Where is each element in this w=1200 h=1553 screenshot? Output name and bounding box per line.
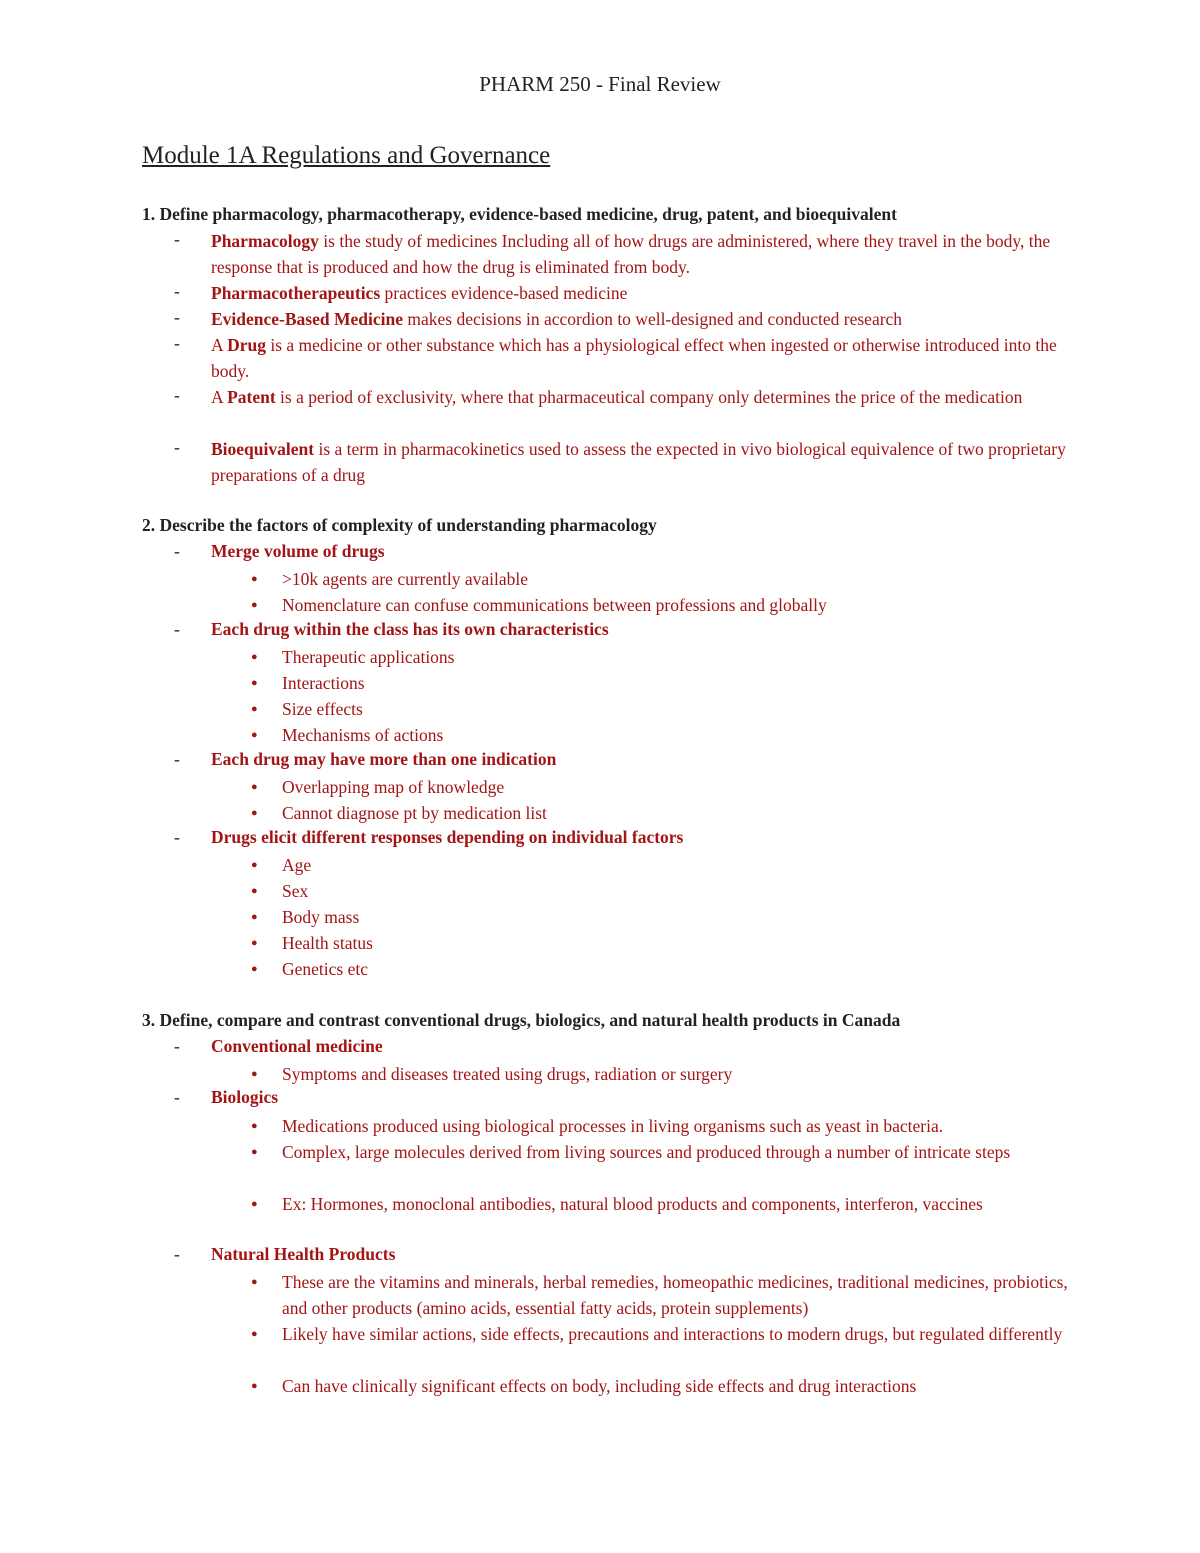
- bullet-item: Cannot diagnose pt by medication list: [282, 803, 547, 823]
- dash-marker: -: [174, 333, 180, 353]
- factor-heading: Each drug within the class has its own characteristics: [211, 619, 609, 639]
- bullet-item: Sex: [282, 881, 309, 901]
- bullet-marker: ●: [251, 703, 258, 715]
- bullet-item: Nomenclature can confuse communications between professions and globally: [282, 595, 827, 615]
- dash-marker: -: [174, 1244, 180, 1264]
- bullet-marker: ●: [251, 911, 258, 923]
- bullet-item: Health status: [282, 933, 373, 953]
- definition-item: A Drug is a medicine or other substance which has a physiological effect when ingested or otherwise introduced into the body.: [211, 335, 1057, 381]
- definition-item: Bioequivalent is a term in pharmacokinetics used to assess the expected in vivo biological equivalence of two proprietary preparations of a drug: [211, 439, 1066, 485]
- definition-term: Pharmacology: [211, 231, 319, 251]
- document-title: PHARM 250 - Final Review: [479, 72, 721, 96]
- bullet-marker: ●: [251, 651, 258, 663]
- bullet-item: Genetics etc: [282, 959, 368, 979]
- definition-item: A Patent is a period of exclusivity, where that pharmaceutical company only determines the price of the medication: [211, 387, 1023, 407]
- bullet-marker: ●: [251, 885, 258, 897]
- dash-marker: -: [174, 385, 180, 405]
- product-category-heading: Biologics: [211, 1087, 279, 1107]
- bullet-marker: ●: [251, 677, 258, 689]
- bullet-item: Interactions: [282, 673, 365, 693]
- bullet-item: Symptoms and diseases treated using drugs, radiation or surgery: [282, 1064, 733, 1084]
- definition-item: Pharmacotherapeutics practices evidence-based medicine: [211, 283, 628, 303]
- dash-marker: -: [174, 1036, 180, 1056]
- bullet-item: These are the vitamins and minerals, herbal remedies, homeopathic medicines, traditional medicines, probiotics, and other products (amino acids, essential fatty acids, protein supplements): [282, 1272, 1068, 1318]
- dash-marker: -: [174, 541, 180, 561]
- bullet-item: Age: [282, 855, 312, 875]
- bullet-marker: ●: [251, 781, 258, 793]
- bullet-marker: ●: [251, 1276, 258, 1288]
- module-heading: Module 1A Regulations and Governance: [142, 142, 551, 169]
- bullet-item: Can have clinically significant effects on body, including side effects and drug interactions: [282, 1376, 917, 1396]
- dash-marker: -: [174, 619, 180, 639]
- question-1-heading: 1. Define pharmacology, pharmacotherapy, evidence-based medicine, drug, patent, and bioequivalent: [142, 204, 897, 224]
- question-2-heading: 2. Describe the factors of complexity of understanding pharmacology: [142, 515, 657, 535]
- bullet-item: Complex, large molecules derived from living sources and produced through a number of intricate steps: [282, 1142, 1011, 1162]
- bullet-marker: ●: [251, 963, 258, 975]
- bullet-marker: ●: [251, 1380, 258, 1392]
- bullet-item: Ex: Hormones, monoclonal antibodies, natural blood products and components, interferon, vaccines: [282, 1194, 983, 1214]
- bullet-marker: ●: [251, 807, 258, 819]
- definition-term: Drug: [227, 335, 266, 355]
- dash-marker: -: [174, 229, 180, 249]
- dash-marker: -: [174, 1087, 180, 1107]
- definition-item: Pharmacology is the study of medicines Including all of how drugs are administered, where they travel in the body, the response that is produced and how the drug is eliminated from body.: [211, 231, 1051, 277]
- bullet-marker: ●: [251, 1068, 258, 1080]
- bullet-item: Size effects: [282, 699, 363, 719]
- dash-marker: -: [174, 307, 180, 327]
- bullet-marker: ●: [251, 1198, 258, 1210]
- bullet-marker: ●: [251, 573, 258, 585]
- bullet-marker: ●: [251, 859, 258, 871]
- product-category-heading: Natural Health Products: [211, 1244, 396, 1264]
- bullet-item: Medications produced using biological processes in living organisms such as yeast in bacteria.: [282, 1116, 944, 1136]
- factor-heading: Each drug may have more than one indication: [211, 749, 557, 769]
- factor-heading: Merge volume of drugs: [211, 541, 385, 561]
- dash-marker: -: [174, 827, 180, 847]
- dash-marker: -: [174, 749, 180, 769]
- bullet-marker: ●: [251, 599, 258, 611]
- bullet-item: Overlapping map of knowledge: [282, 777, 505, 797]
- bullet-marker: ●: [251, 1146, 258, 1158]
- definition-term: Patent: [227, 387, 276, 407]
- bullet-marker: ●: [251, 1120, 258, 1132]
- definition-term: Evidence-Based Medicine: [211, 309, 403, 329]
- bullet-item: >10k agents are currently available: [282, 569, 529, 589]
- factor-heading: Drugs elicit different responses depending on individual factors: [211, 827, 684, 847]
- definition-term: Pharmacotherapeutics: [211, 283, 381, 303]
- definition-item: Evidence-Based Medicine makes decisions in accordion to well-designed and conducted research: [211, 309, 903, 329]
- definition-term: Bioequivalent: [211, 439, 315, 459]
- question-3-heading: 3. Define, compare and contrast conventional drugs, biologics, and natural health products in Canada: [142, 1010, 901, 1030]
- bullet-marker: ●: [251, 937, 258, 949]
- bullet-marker: ●: [251, 1328, 258, 1340]
- dash-marker: -: [174, 281, 180, 301]
- product-category-heading: Conventional medicine: [211, 1036, 383, 1056]
- bullet-item: Body mass: [282, 907, 360, 927]
- bullet-item: Therapeutic applications: [282, 647, 455, 667]
- bullet-item: Mechanisms of actions: [282, 725, 444, 745]
- bullet-marker: ●: [251, 729, 258, 741]
- dash-marker: -: [174, 437, 180, 457]
- bullet-item: Likely have similar actions, side effects, precautions and interactions to modern drugs, but regulated differently: [282, 1324, 1063, 1344]
